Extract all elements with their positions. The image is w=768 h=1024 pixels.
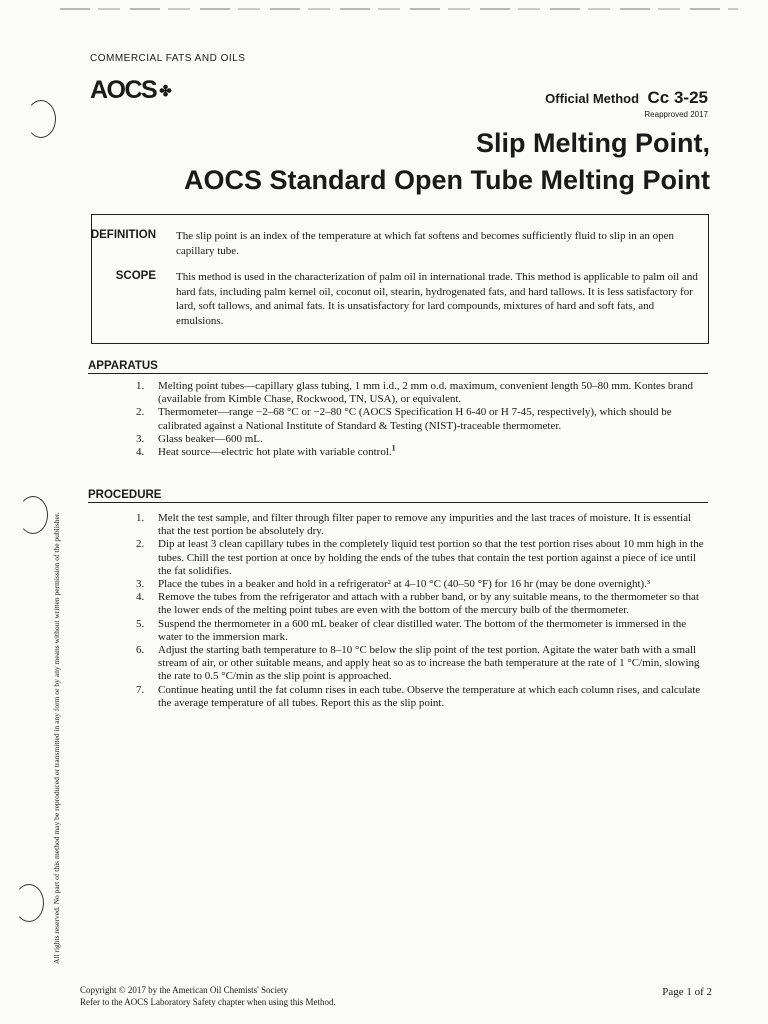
binder-hole-icon [18,496,48,534]
method-label: Official Method [545,91,640,106]
list-item: 2. Thermometer—range −2–68 °C or −2–80 °C (AOCS Specification H 6-40 or H 7-45, respectively), which should be calibrated against a National Institute of Standard & Testing (NIST)-traceable thermometer. [136,406,672,432]
procedure-list [136,512,710,710]
copyright-line: Copyright © 2017 by the American Oil Chemists' Society [80,985,288,995]
definition-label: DEFINITION [90,229,156,241]
scope-text: This method is used in the characterization of palm oil in international trade. This method is applicable to palm oil and hard fats, including palm kernel oil, coconut oil, stearin, hydrogenated fats, and hard tallows. It is less satisfactory for lard, soft tallows, and animal fats. It is unsatisfactory for lard compounds, mixtures of hard and soft fats, and emulsions. [176,271,698,327]
binder-hole-icon [26,100,56,138]
page-number: Page 1 of 2 [662,986,712,998]
scan-edge-line [60,8,738,10]
page-title [184,125,710,199]
list-item: 7. Continue heating until the fat column rises in each tube. Observe the temperature at which each column rises, and calculate the average temperature of all tubes. Report this as the slip point. [136,683,701,709]
safety-line: Refer to the AOCS Laboratory Safety chapter when using this Method. [80,997,336,1007]
scope-label: SCOPE [115,270,156,282]
logo-text: AOCS [90,76,157,104]
section-label: COMMERCIAL FATS AND OILS [90,53,246,64]
list-item: 4. Heat source—electric hot plate with variable control.$^1$ [136,443,396,459]
method-heading [545,88,708,108]
footer [80,984,336,1008]
rights-notice: All rights reserved. No part of this method may be reproduced or transmitted in any form or by any means without written permission of the publisher. [52,512,61,964]
aocs-logo [90,76,172,105]
binder-hole-icon [14,884,44,922]
list-item: 1. Melt the test sample, and filter through filter paper to remove any impurities and the last traces of moisture. It is essential that the test portion be absolutely dry. [136,512,692,538]
apparatus-list [136,380,710,459]
title-line-2: AOCS Standard Open Tube Melting Point [184,165,710,195]
list-item: 6. Adjust the starting bath temperature to 8–10 °C below the slip point of the test portion. Agitate the water bath with a small stream of air, or other suitable means, and apply heat so as to increase the bath temperature at the rate of 1 °C/min, slowing the rate to 0.5 °C/min as the slip point is approached. [136,644,700,683]
method-number: Cc 3-25 [647,88,708,107]
list-item: 2. Dip at least 3 clean capillary tubes in the completely liquid test portion so that the test portion rises about 10 mm high in the tubes. Chill the test portion at once by holding the ends of the tubes that contain the test portion against a piece of ice until the fat solidifies. [136,538,704,577]
list-item: 5. Suspend the thermometer in a 600 mL beaker of clear distilled water. The bottom of the thermometer is immersed in the water to the immersion mark. [136,617,687,643]
definition-text: The slip point is an index of the temperature at which fat softens and becomes sufficiently fluid to slip in an open capillary tube. [176,230,675,257]
reapproved-date: Reapproved 2017 [644,110,708,119]
list-item: 3. Glass beaker—600 mL. [136,432,263,445]
procedure-heading: PROCEDURE [88,489,708,503]
apparatus-heading: APPARATUS [88,360,708,374]
title-line-1: Slip Melting Point, [476,128,710,158]
list-item: 4. Remove the tubes from the refrigerator and attach with a rubber band, or by any suitable means, to the thermometer so that the lower ends of the melting point tubes are even with the bottom of the mercury bulb of the thermometer. [136,591,699,617]
definition-scope-box [91,214,709,344]
list-item: 3. Place the tubes in a beaker and hold in a refrigerator² at 4–10 °C (40–50 °F) for 16 hr (may be done overnight).³ [136,578,651,591]
logo-flower-icon: ✤ [159,82,172,100]
list-item: 1. Melting point tubes—capillary glass tubing, 1 mm i.d., 2 mm o.d. maximum, convenient length 50–80 mm. Kontes brand (available from Kimble Chase, Rockwood, TN, USA), or equivalent. [136,380,693,406]
